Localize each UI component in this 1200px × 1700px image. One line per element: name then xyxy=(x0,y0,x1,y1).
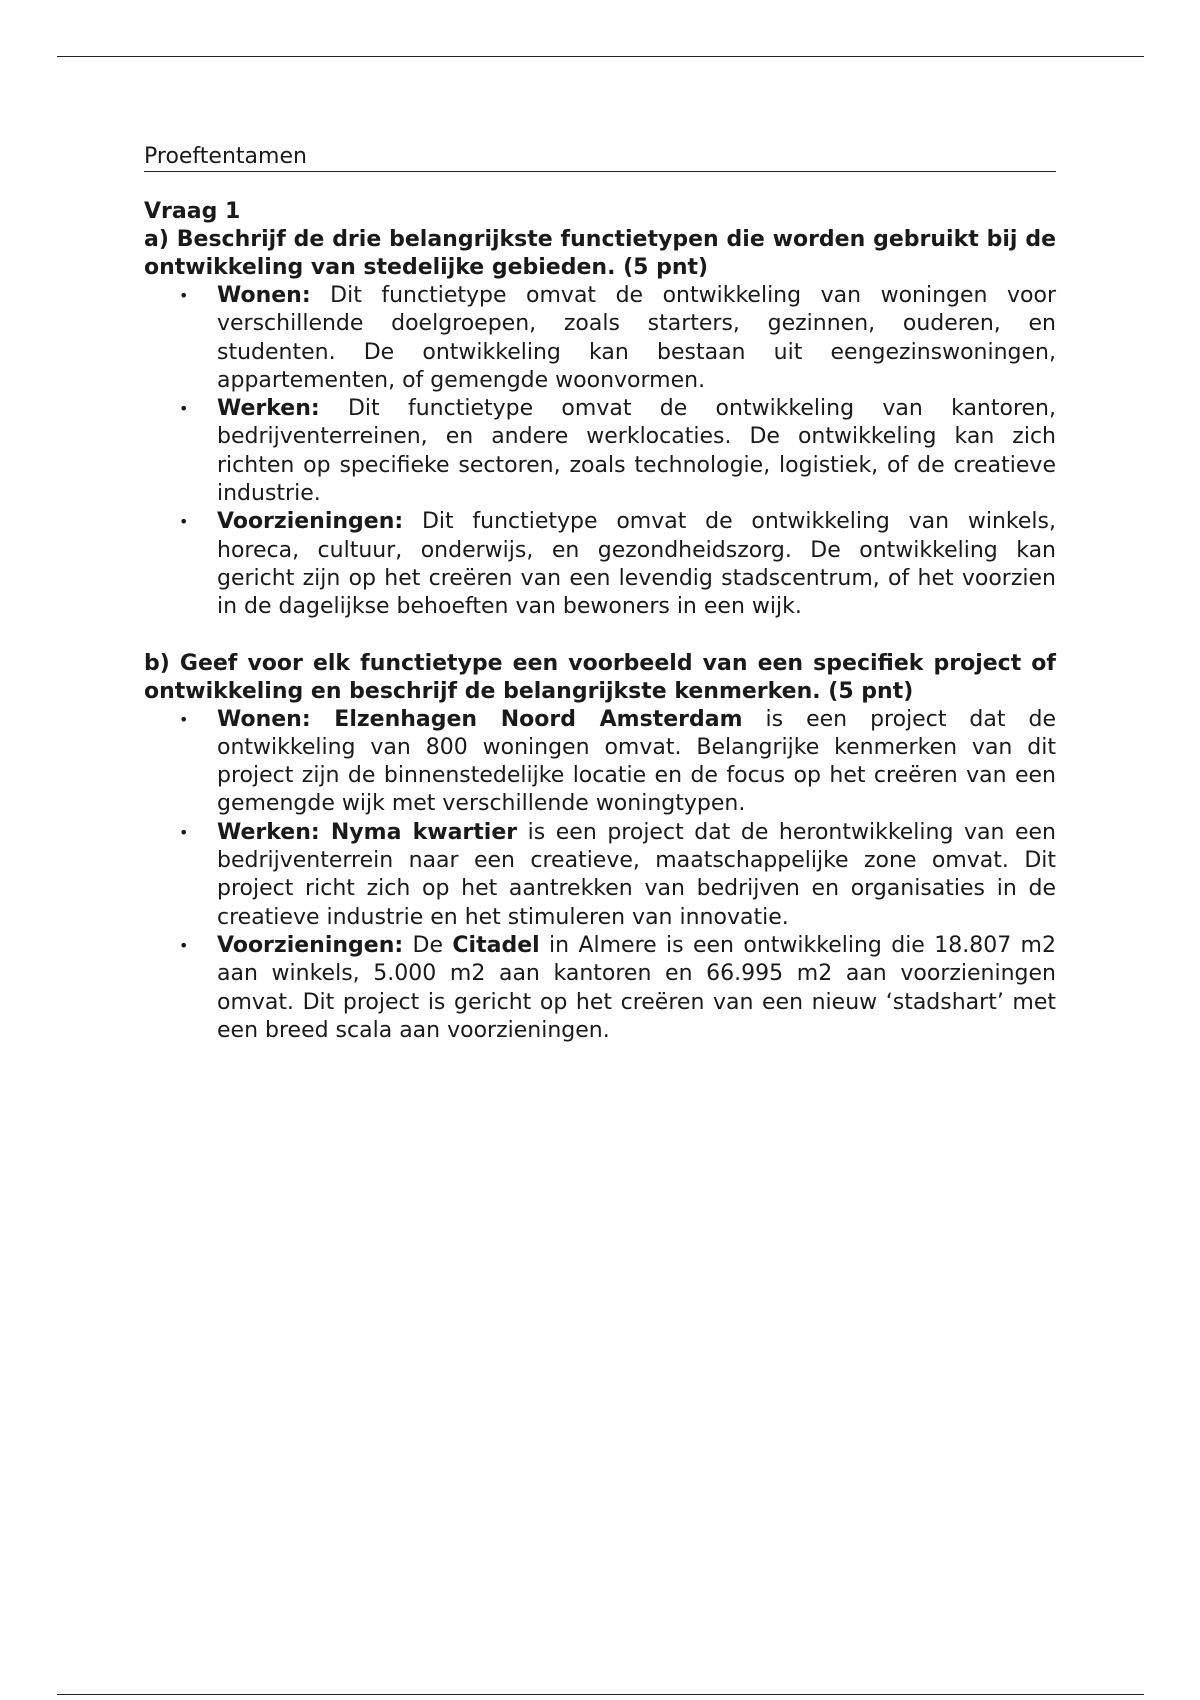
list-item xyxy=(217,508,1056,621)
item-label: Wonen: Elzenhagen Noord Amsterdam xyxy=(217,706,743,732)
item-text: is een project dat de ontwikkeling van 800 woningen omvat. Belangrijke kenmerken van dit project zijn de binnenstedelijke locatie en de focus op het creëren van een gemengde wijk met verschillende woningtypen. xyxy=(217,706,1056,817)
list-item xyxy=(217,932,1056,1045)
list-item xyxy=(217,282,1056,395)
page-bottom-rule xyxy=(57,1694,1144,1695)
question-part-b-prompt: b) Geef voor elk functietype een voorbeeld van een specifiek project of ontwikkeling en beschrijf de belangrijkste kenmerken. (5 pnt) xyxy=(144,650,1056,704)
document-body xyxy=(144,142,1056,1045)
spacer xyxy=(144,622,1056,650)
question-part-a-prompt: a) Beschrijf de drie belangrijkste functietypen die worden gebruikt bij de ontwikkeling van stedelijke gebieden. (5 pnt) xyxy=(144,227,1056,280)
item-label-secondary: Citadel xyxy=(452,932,540,958)
item-text: in Almere is een ontwikkeling die 18.807 m2 aan winkels, 5.000 m2 aan kantoren en 66.995 m2 aan voorzieningen omvat. Dit project is gericht op het creëren van een nieuw ‘stadshart’ met een breed scala aan voorzieningen. xyxy=(217,932,1056,1043)
page-top-rule xyxy=(57,56,1144,57)
page-header: Proeftentamen xyxy=(144,142,1056,172)
question-title: Vraag 1 xyxy=(144,199,241,224)
item-text: Dit functietype omvat de ontwikkeling van woningen voor verschillende doelgroepen, zoals starters, gezinnen, ouderen, en studenten. De ontwikkeling kan bestaan uit eengezinswoningen, appartementen, of gemengde woonvormen. xyxy=(217,283,1056,393)
part-b-list xyxy=(144,706,1056,1046)
list-item xyxy=(217,819,1056,932)
item-text-before: De xyxy=(403,932,453,958)
item-label: Voorzieningen: xyxy=(217,509,404,535)
item-text: Dit functietype omvat de ontwikkeling van winkels, horeca, cultuur, onderwijs, en gezondheidszorg. De ontwikkeling kan gericht zijn op het creëren van een levendig stadscentrum, of het voorzien in de dagelijkse behoeften van bewoners in een wijk. xyxy=(217,509,1056,620)
list-item xyxy=(217,395,1056,508)
part-a-list xyxy=(144,282,1056,622)
item-label: Wonen: xyxy=(217,283,311,308)
list-item xyxy=(217,706,1056,819)
item-label: Werken: xyxy=(217,396,320,422)
item-label: Werken: Nyma kwartier xyxy=(217,819,518,845)
item-label: Voorzieningen: xyxy=(217,932,404,958)
item-text: is een project dat de herontwikkeling van een bedrijventerrein naar een creatieve, maatschappelijke zone omvat. Dit project richt zich op het aantrekken van bedrijven en organisaties in de creatieve industrie en het stimuleren van innovatie. xyxy=(217,819,1056,930)
item-text: Dit functietype omvat de ontwikkeling van kantoren, bedrijventerreinen, en andere werklocaties. De ontwikkeling kan zich richten op specifieke sectoren, zoals technologie, logistiek, of de creatieve industrie. xyxy=(217,396,1056,507)
